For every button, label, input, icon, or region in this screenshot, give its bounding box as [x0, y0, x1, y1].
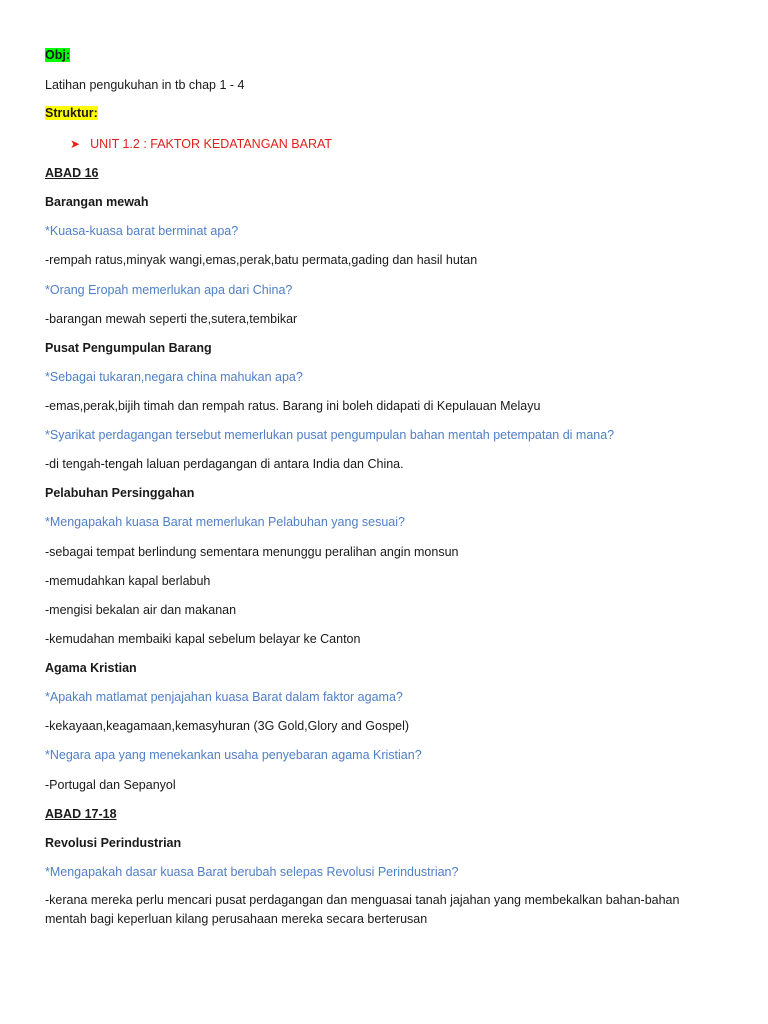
question-8: *Mengapakah dasar kuasa Barat berubah selepas Revolusi Perindustrian?: [45, 865, 459, 879]
answer-5a: -sebagai tempat berlindung sementara menunggu peralihan angin monsun: [45, 545, 459, 559]
answer-8: -kerana mereka perlu mencari pusat perdagangan dan menguasai tanah jajahan yang membekalkan bahan-bahan mentah bagi keperluan kilang perusahaan mereka secara berterusan: [45, 893, 680, 926]
subheading-barangan-mewah: Barangan mewah: [45, 195, 149, 209]
subheading-revolusi: Revolusi Perindustrian: [45, 836, 182, 850]
question-5: *Mengapakah kuasa Barat memerlukan Pelabuhan yang sesuai?: [45, 515, 405, 529]
answer-5c: -mengisi bekalan air dan makanan: [45, 603, 237, 617]
section-heading-abad1718: ABAD 17-18: [45, 807, 117, 821]
answer-1: -rempah ratus,minyak wangi,emas,perak,batu permata,gading dan hasil hutan: [45, 253, 478, 267]
section-heading-abad16: ABAD 16: [45, 166, 99, 180]
question-6: *Apakah matlamat penjajahan kuasa Barat dalam faktor agama?: [45, 690, 403, 704]
struktur-line: [45, 105, 728, 121]
obj-line: [45, 47, 728, 63]
answer-5b: -memudahkan kapal berlabuh: [45, 574, 211, 588]
subheading-pelabuhan: Pelabuhan Persinggahan: [45, 486, 195, 500]
question-3: *Sebagai tukaran,negara china mahukan apa?: [45, 370, 303, 384]
answer-6: -kekayaan,keagamaan,kemasyhuran (3G Gold,Glory and Gospel): [45, 719, 410, 733]
subheading-pusat: Pusat Pengumpulan Barang: [45, 341, 212, 355]
answer-3: -emas,perak,bijih timah dan rempah ratus. Barang ini boleh didapati di Kepulauan Melayu: [45, 399, 541, 413]
answer-5d: -kemudahan membaiki kapal sebelum belayar ke Canton: [45, 632, 361, 646]
arrow-bullet-icon: ➤: [70, 137, 81, 151]
question-2: *Orang Eropah memerlukan apa dari China?: [45, 283, 293, 297]
question-7: *Negara apa yang menekankan usaha penyebaran agama Kristian?: [45, 748, 422, 762]
question-1: *Kuasa-kuasa barat berminat apa?: [45, 224, 239, 238]
subheading-agama: Agama Kristian: [45, 661, 137, 675]
question-4: *Syarikat perdagangan tersebut memerlukan pusat pengumpulan bahan mentah petempatan di mana?: [45, 428, 615, 442]
unit-title: UNIT 1.2 : FAKTOR KEDATANGAN BARAT: [90, 137, 333, 151]
obj-label: Obj:: [45, 48, 70, 62]
unit-heading: [70, 136, 728, 152]
obj-text: Latihan pengukuhan in tb chap 1 - 4: [45, 78, 245, 92]
answer-2: -barangan mewah seperti the,sutera,tembikar: [45, 312, 298, 326]
answer-4: -di tengah-tengah laluan perdagangan di antara India dan China.: [45, 457, 404, 471]
struktur-label: Struktur:: [45, 106, 98, 120]
answer-7: -Portugal dan Sepanyol: [45, 778, 176, 792]
